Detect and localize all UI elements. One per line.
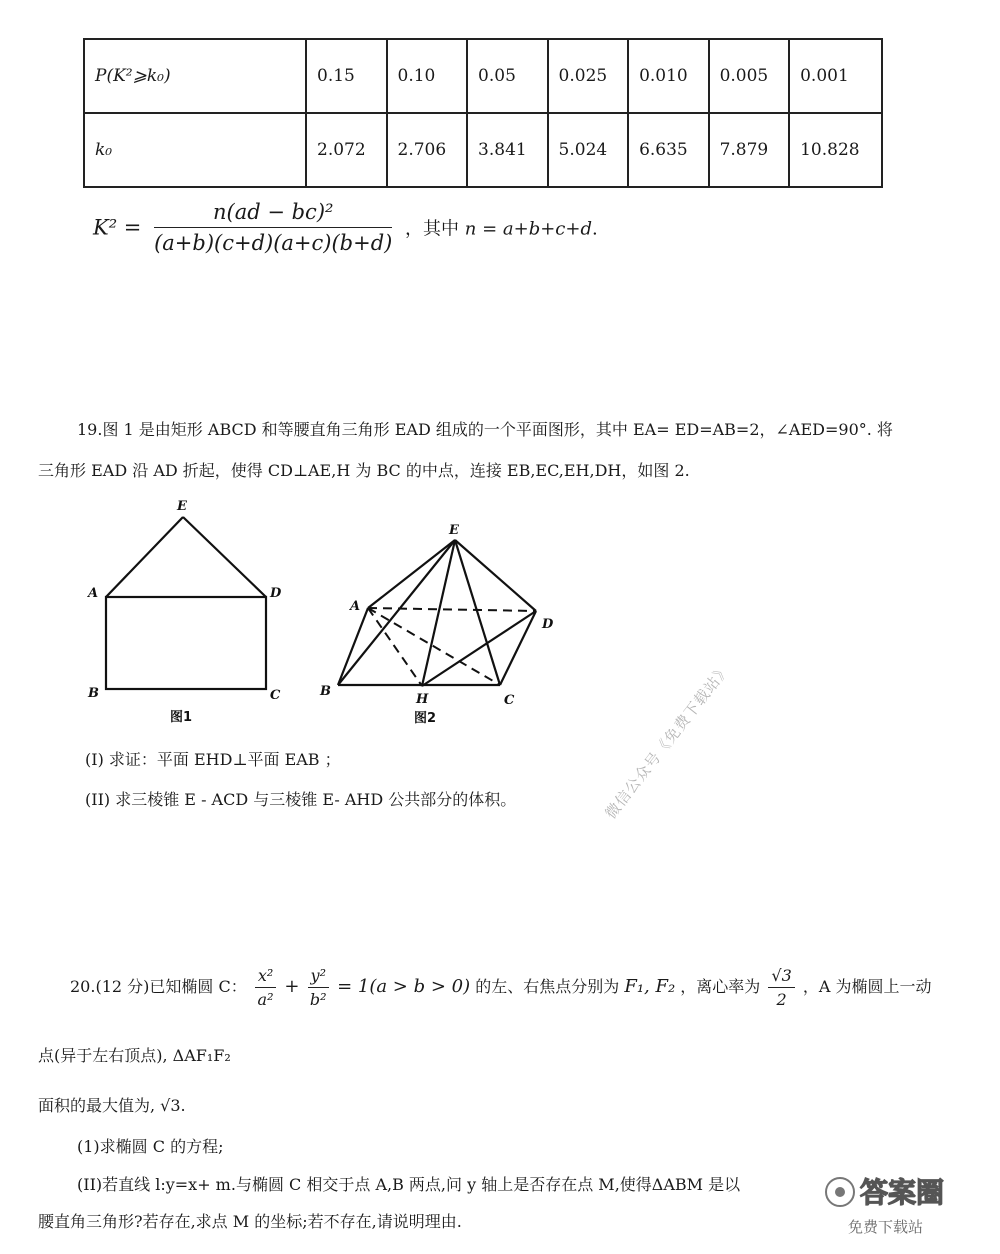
q20-part2: (II)若直线 l:y=x+ m.与椭圆 C 相交于点 A,B 两点,问 y 轴上是否存在点 M,使得ΔABM 是以 bbox=[77, 1175, 741, 1194]
table-cell: 10.828 bbox=[789, 113, 882, 187]
q20-ecc-den: 2 bbox=[776, 990, 787, 1009]
q20-line3: 面积的最大值为, √3. bbox=[38, 1096, 186, 1115]
fig2-label-d: D bbox=[542, 617, 554, 632]
table-cell: 0.05 bbox=[467, 39, 548, 113]
q20-y-fraction bbox=[308, 966, 329, 1009]
q20-line1: 20.(12 分)已知椭圆 C： $\frac{\text{x²}}{\text{a²}}$ + $\frac{\text{y²}}{\text{b²}}$ = 1(a > b > 0) 的左、右焦点分别为 F₁, F₂ ，离心率为 $\frac{√3}{2}$ ，A 为椭圆上一动 bbox=[70, 966, 932, 1009]
formula-tail-prefix: ，其中 bbox=[405, 218, 460, 240]
q20-prefix: 20.(12 分)已知椭圆 C： bbox=[70, 977, 247, 996]
q20-y-num: y² bbox=[308, 966, 329, 988]
table-cell: 6.635 bbox=[628, 113, 709, 187]
q20-mid: 的左、右焦点分别为 bbox=[475, 977, 620, 996]
fig2-label-a: A bbox=[350, 599, 361, 614]
q20-ecc-fraction bbox=[768, 966, 794, 1009]
q20-ecc-label: ，离心率为 bbox=[680, 977, 761, 996]
q20-x-num: x² bbox=[255, 966, 276, 988]
fig1-label-e: E bbox=[177, 499, 187, 514]
table-cell: 5.024 bbox=[548, 113, 629, 187]
q20-foci: F₁, F₂ bbox=[624, 976, 676, 997]
q20-y-den: b² bbox=[309, 990, 327, 1009]
watermark-text: 微信公众号《免费下载站》 bbox=[601, 659, 734, 823]
table-cell: 0.010 bbox=[628, 39, 709, 113]
table-cell: 2.706 bbox=[387, 113, 468, 187]
q20-x-den: a² bbox=[257, 990, 274, 1009]
logo-bottom-text: 免费下载站 bbox=[848, 1218, 924, 1236]
q19-part1: (I) 求证：平面 EHD⊥平面 EAB ； bbox=[85, 750, 341, 769]
q19-part2: (II) 求三棱锥 E - ACD 与三棱锥 E- AHD 公共部分的体积。 bbox=[85, 790, 517, 809]
table-cell: 0.10 bbox=[387, 39, 468, 113]
fig2-label-b: B bbox=[320, 684, 331, 699]
formula-numerator: n(ad − bc)² bbox=[154, 200, 392, 228]
site-logo bbox=[818, 1150, 978, 1240]
fig2-label-h: H bbox=[416, 692, 429, 707]
fig1-caption: 图1 bbox=[170, 710, 193, 725]
fig2-caption: 图2 bbox=[414, 711, 437, 726]
q19-line1: 19.图 1 是由矩形 ABCD 和等腰直角三角形 EAD 组成的一个平面图形，其中 EA= ED=AB=2，∠AED=90°. 将 bbox=[77, 420, 893, 439]
table-cell: 0.15 bbox=[306, 39, 387, 113]
table-row bbox=[84, 113, 882, 187]
fig1-label-b: B bbox=[88, 686, 99, 701]
q20-x-fraction bbox=[255, 966, 276, 1009]
table-row-header-k0: k₀ bbox=[84, 113, 306, 187]
q19-line2: 三角形 EAD 沿 AD 折起，使得 CD⊥AE,H 为 BC 的中点，连接 EB,EC,EH,DH，如图 2. bbox=[38, 461, 690, 480]
table-cell: 7.879 bbox=[709, 113, 790, 187]
q20-eq-rest: = 1(a > b > 0) bbox=[337, 976, 471, 997]
formula-denominator: (a+b)(c+d)(a+c)(b+d) bbox=[154, 231, 393, 255]
table-cell: 0.001 bbox=[789, 39, 882, 113]
q20-after: ，A 为椭圆上一动 bbox=[802, 977, 932, 996]
formula-tail bbox=[405, 219, 598, 240]
fig1-label-a: A bbox=[88, 586, 99, 601]
fig1-label-c: C bbox=[270, 688, 281, 703]
formula-tail-expr: n = a+b+c+d bbox=[464, 218, 592, 240]
table-row-header-probability: P(K²⩾k₀) bbox=[84, 39, 306, 113]
fig2-label-e: E bbox=[449, 523, 459, 538]
fig1-label-d: D bbox=[270, 586, 282, 601]
table-cell: 0.025 bbox=[548, 39, 629, 113]
formula-fraction bbox=[154, 200, 392, 255]
formula-lhs: K² = bbox=[93, 215, 142, 240]
table-cell: 2.072 bbox=[306, 113, 387, 187]
table-row bbox=[84, 39, 882, 113]
q20-ecc-num: √3 bbox=[768, 966, 794, 988]
figure-1 bbox=[80, 495, 300, 730]
critical-value-table bbox=[83, 38, 883, 188]
logo-top-text: 答案圈 bbox=[860, 1176, 945, 1209]
q20-part2-continued: 腰直角三角形?若存在,求点 M 的坐标;若不存在,请说明理由. bbox=[38, 1212, 462, 1231]
fig2-label-c: C bbox=[504, 693, 515, 708]
q20-part1: (1)求椭圆 C 的方程; bbox=[77, 1137, 224, 1156]
figure-2 bbox=[318, 520, 568, 730]
table-cell: 0.005 bbox=[709, 39, 790, 113]
table-cell: 3.841 bbox=[467, 113, 548, 187]
q20-line2: 点(异于左右顶点), ΔAF₁F₂ bbox=[38, 1046, 231, 1065]
formula-tail-end: . bbox=[592, 218, 598, 240]
k-squared-formula bbox=[93, 200, 598, 255]
